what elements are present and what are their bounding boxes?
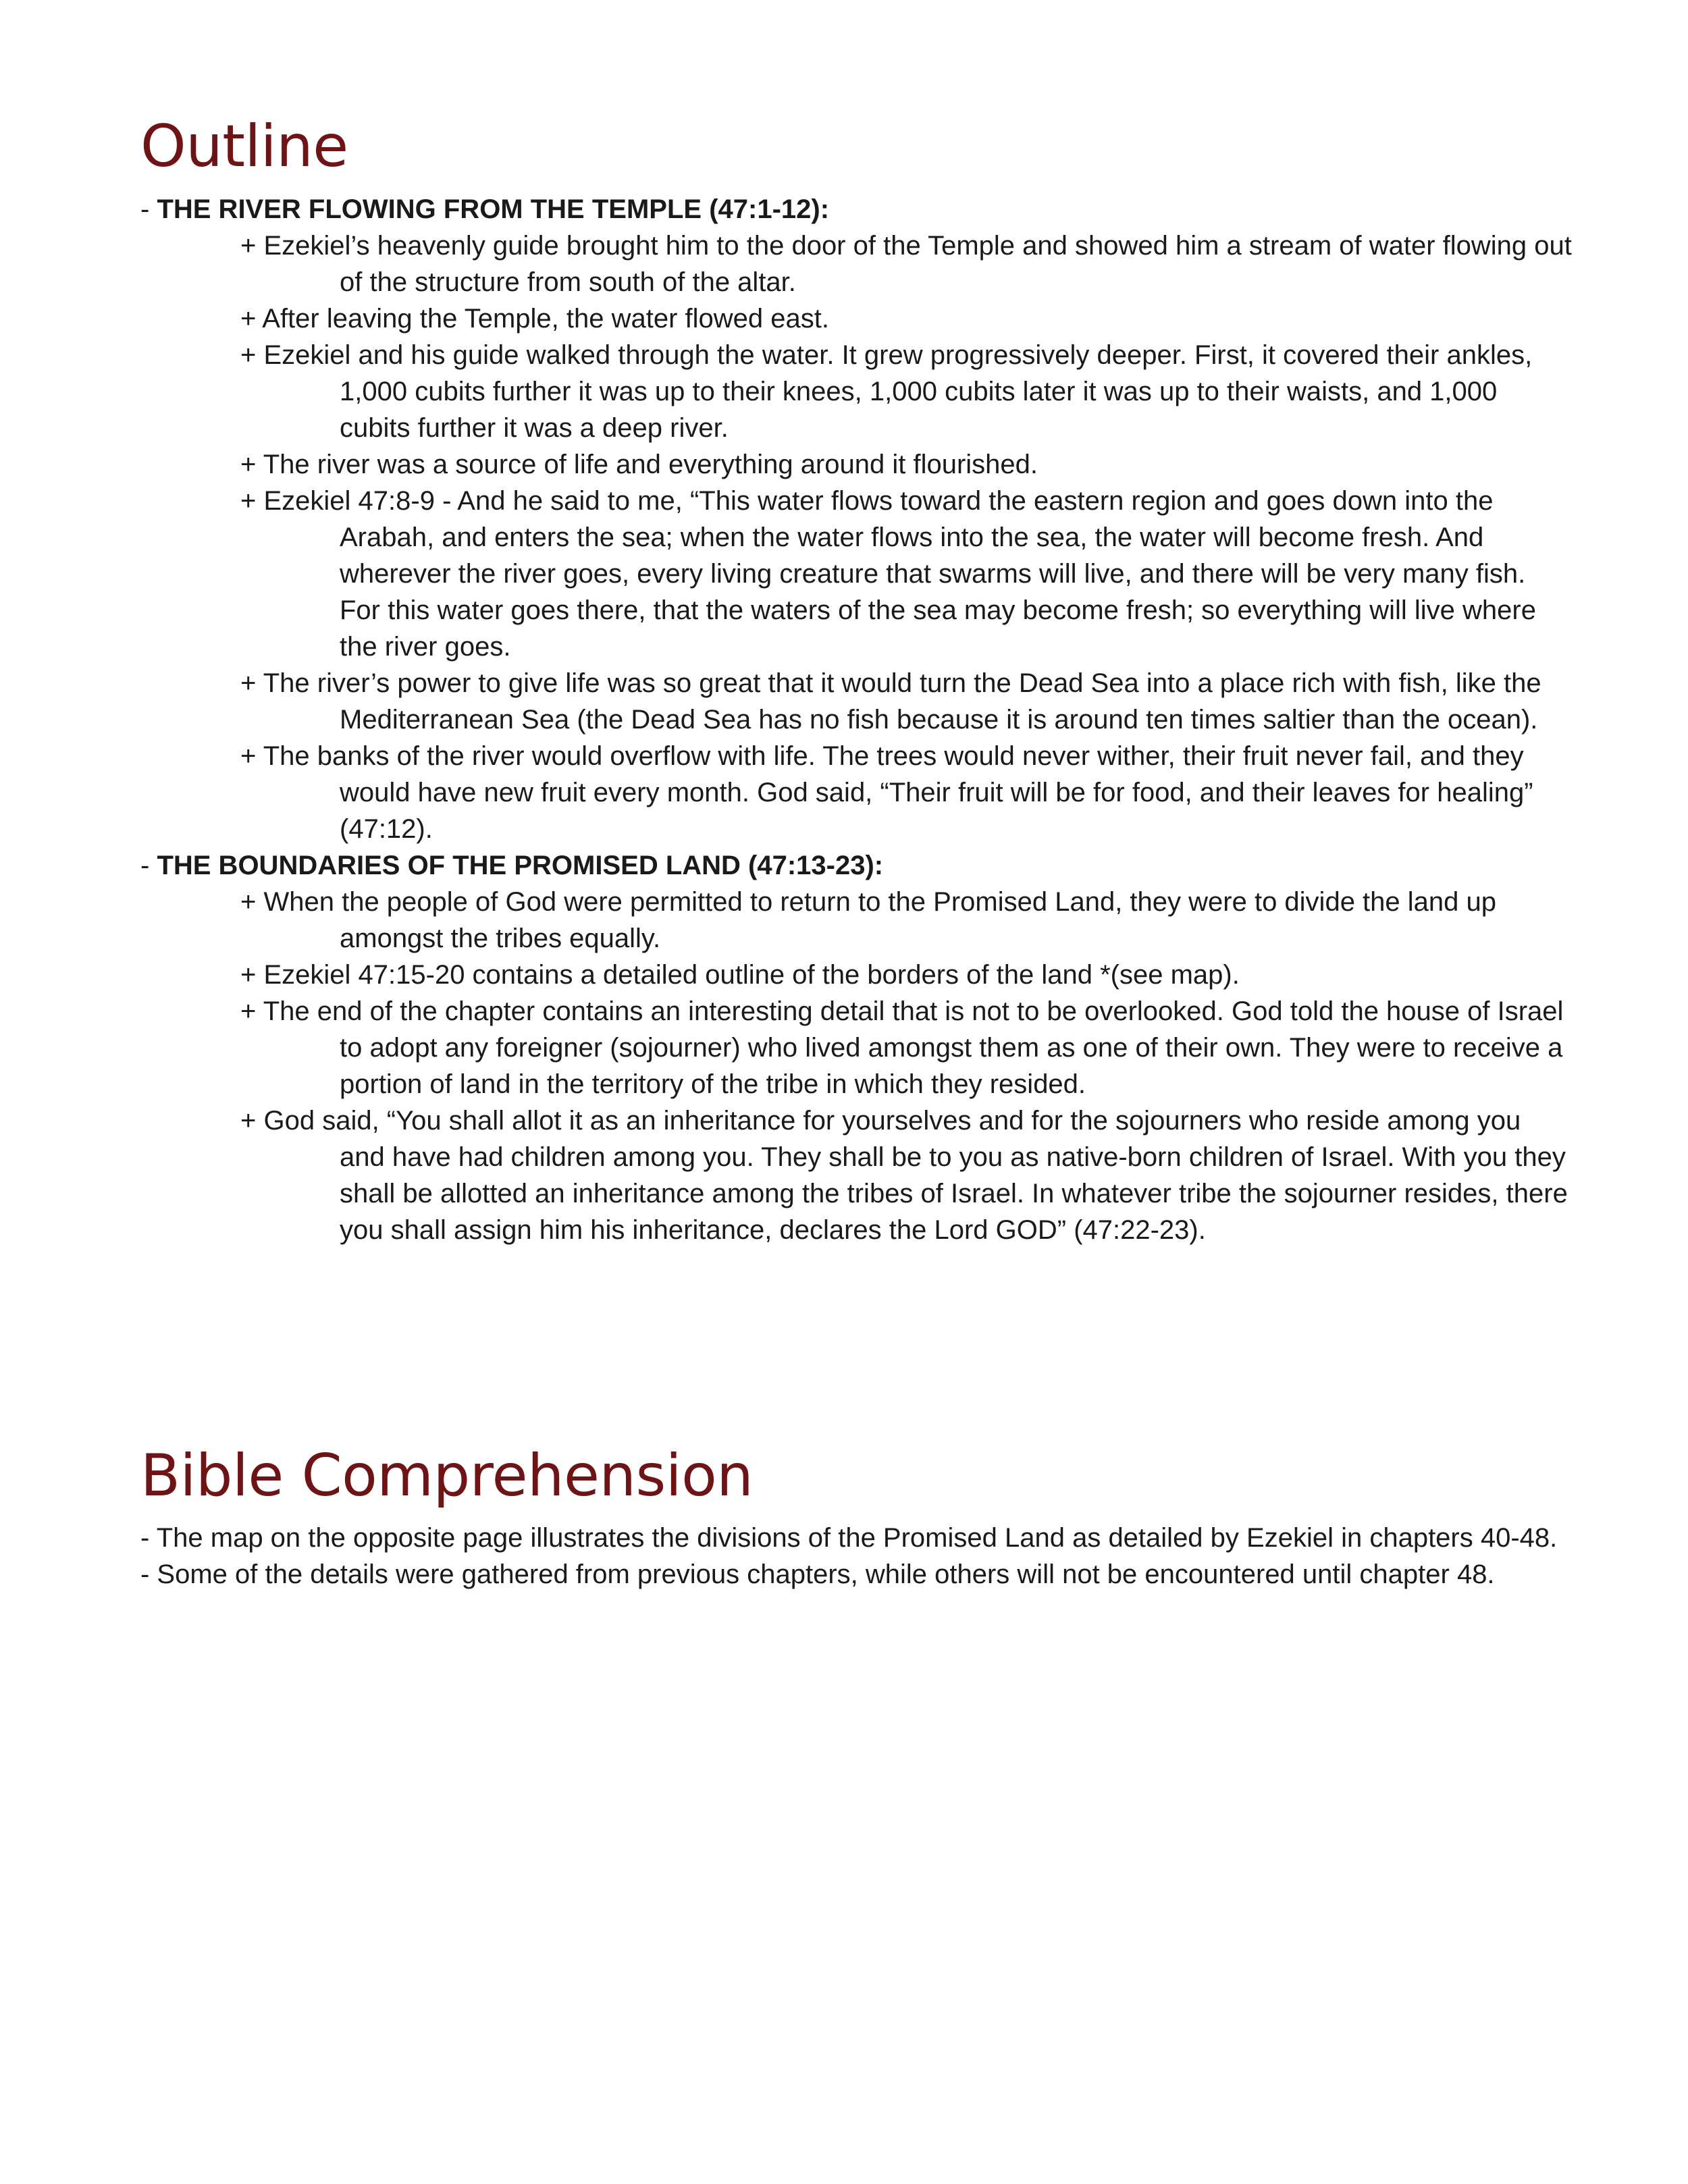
list-item: + The end of the chapter contains an interesting detail that is not to be overlooked. God told the house of Israel to adopt any foreigner (sojourner) who lived amongst them as one of their own. They were to receive a portion of land in the territory of the tribe in which they resided. [240, 996, 1564, 1099]
list-item: + God said, “You shall allot it as an inheritance for yourselves and for the sojourners who reside among you and have had children among you. They shall be to you as native-born children of Israel. With you they shall be allotted an inheritance among the tribes of Israel. In whatever tribe the sojourner resides, there you shall assign him his inheritance, declares the Lord GOD” (47:22-23). [240, 1105, 1568, 1245]
outline-section-river [140, 191, 1572, 847]
comprehension-heading: Bible Comprehension [140, 1441, 754, 1510]
list-item: + The river’s power to give life was so great that it would turn the Dead Sea into a place rich with fish, like the Mediterranean Sea (the Dead Sea has no fish because it is around ten times saltier than the ocean). [240, 668, 1541, 735]
list-item: + The banks of the river would overflow with life. The trees would never wither, their fruit never fail, and they would have new fruit every month. God said, “Their fruit will be for food, and their leaves for healing” (47:12). [240, 741, 1533, 844]
section-title-text: THE RIVER FLOWING FROM THE TEMPLE (47:1-12): [157, 194, 830, 224]
list-item: + The river was a source of life and everything around it flourished. [240, 449, 1038, 479]
comprehension-section [140, 1520, 1572, 1593]
list-item: + When the people of God were permitted to return to the Promised Land, they were to divide the land up amongst the tribes equally. [240, 886, 1496, 953]
section-prefix: - [140, 850, 157, 880]
outline-heading: Outline [140, 113, 348, 180]
list-item: + Ezekiel and his guide walked through the water. It grew progressively deeper. First, it covered their ankles, 1,000 cubits further it was up to their knees, 1,000 cubits later it was up to their waists, and 1,000 cubits further it was a deep river. [240, 340, 1533, 443]
section-title-text: THE BOUNDARIES OF THE PROMISED LAND (47:13-23): [157, 850, 884, 880]
list-item: - Some of the details were gathered from previous chapters, while others will not be encountered until chapter 48. [140, 1560, 1495, 1590]
list-item: + After leaving the Temple, the water flowed east. [240, 303, 829, 334]
list-item: + Ezekiel 47:15-20 contains a detailed outline of the borders of the land *(see map). [240, 959, 1240, 990]
section-title [140, 847, 1572, 884]
section-title [140, 191, 1572, 228]
section-prefix: - [140, 194, 157, 224]
list-item: + Ezekiel 47:8-9 - And he said to me, “This water flows toward the eastern region and goes down into the Arabah, and enters the sea; when the water flows into the sea, the water will become fresh. And wherever the river goes, every living creature that swarms will live, and there will be very many fish. For this water goes there, that the waters of the sea may become fresh; so everything will live where the river goes. [240, 485, 1536, 662]
section-spacer [140, 1248, 1572, 1444]
outline-section-boundaries [140, 847, 1572, 1248]
list-item: - The map on the opposite page illustrates the divisions of the Promised Land as detailed by Ezekiel in chapters 40-48. [140, 1523, 1558, 1553]
document-page [140, 115, 1572, 1593]
list-item: + Ezekiel’s heavenly guide brought him to the door of the Temple and showed him a stream of water flowing out of the structure from south of the altar. [240, 230, 1572, 297]
